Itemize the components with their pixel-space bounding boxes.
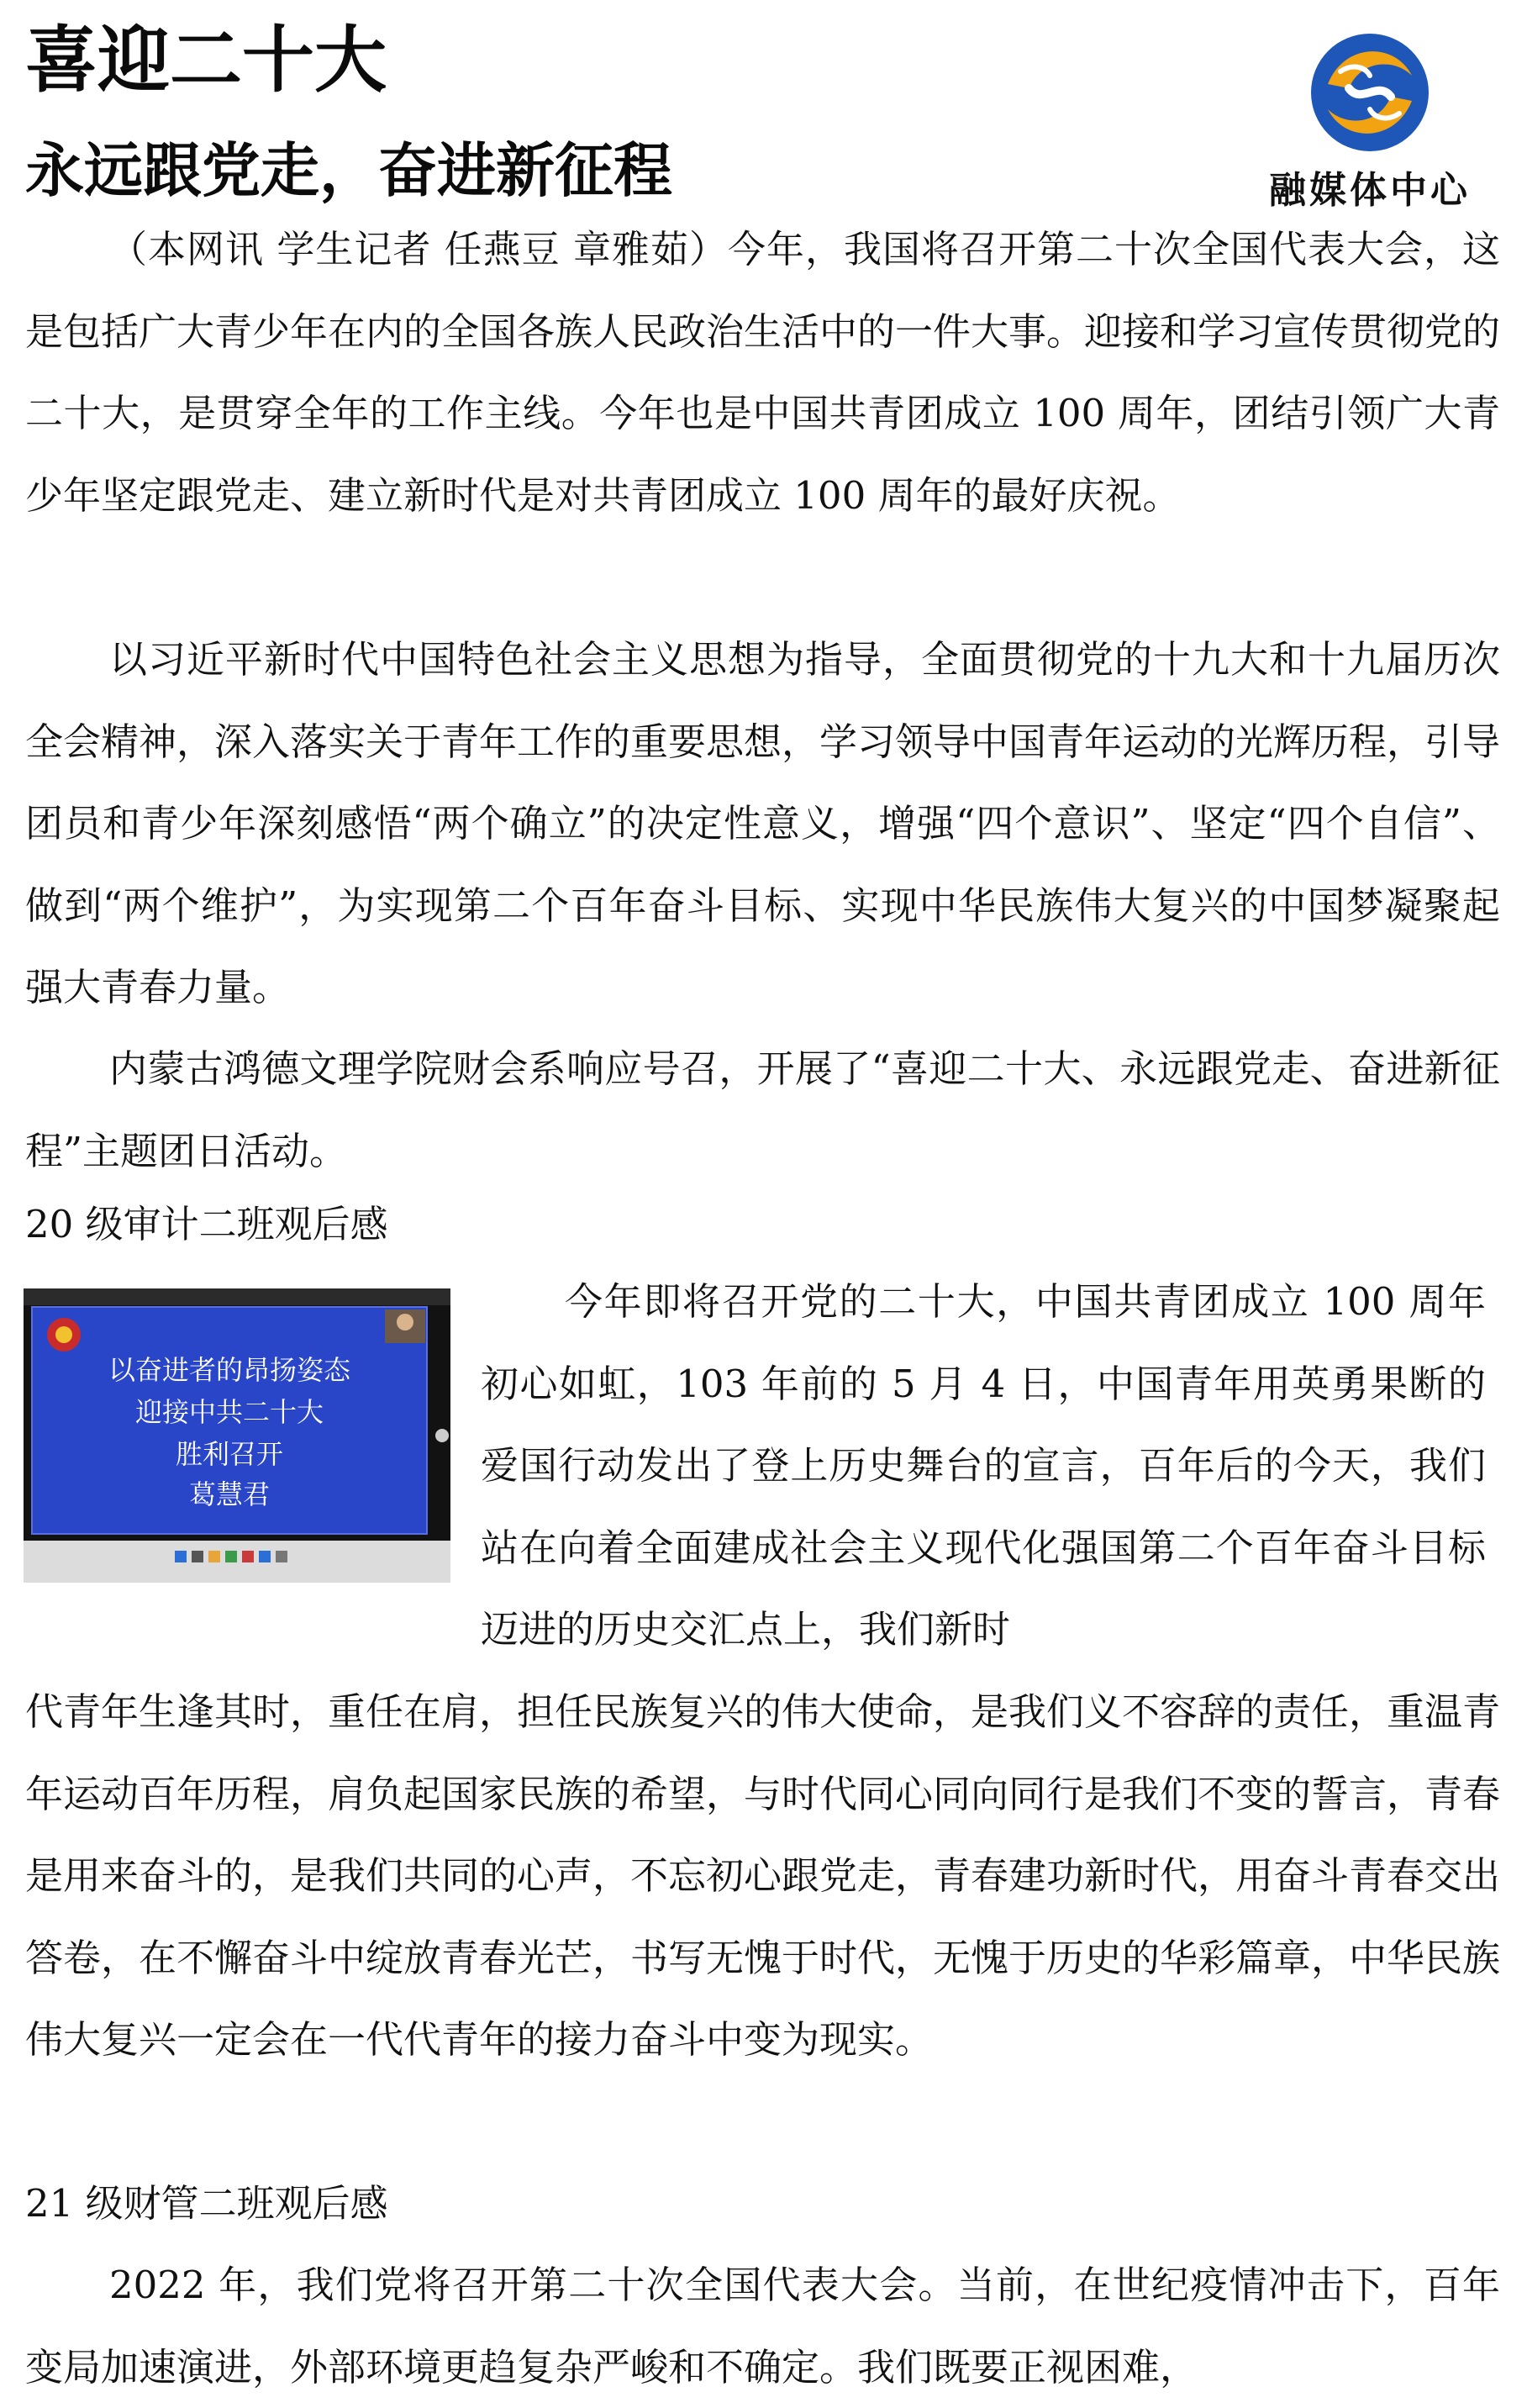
section-heading-finance-class: 21 级财管二班观后感 (25, 2181, 388, 2226)
taskbar-icon (24, 1541, 450, 1583)
slide-line-4: 葛慧君 (188, 1478, 271, 1510)
section-heading-audit-class: 20 级审计二班观后感 (25, 1202, 388, 1246)
paragraph-audit-impressions-rest: 代青年生逢其时，重任在肩，担任民族复兴的伟大使命，是我们义不容辞的责任，重温青年运动百年历程，肩负起国家民族的希望，与时代同心同向同行是我们不变的誓言，青春是用来奋斗的，是我们共同的心声，不忘初心跟党走，青春建功新时代，用奋斗青春交出答卷，在不懈奋斗中绽放青春光芒，书写无愧于时代，无愧于历史的华彩篇章，中华民族伟大复兴一定会在一代代青年的接力奋斗中变为现实。 (25, 1689, 1501, 2062)
paragraph-intro: （本网讯 学生记者 任燕豆 章雅茹）今年，我国将召开第二十次全国代表大会，这是包括广大青少年在内的全国各族人民政治生活中的一件大事。迎接和学习宣传贯彻党的二十大，是贯穿全年的工作主线。今年也是中国共青团成立 100 周年，团结引领广大青少年坚定跟党走、建立新时代是对共青团成立 100 周年的最好庆祝。 (25, 227, 1501, 518)
webcam-thumbnail-icon (385, 1309, 425, 1343)
emblem-icon (47, 1318, 81, 1352)
page-subtitle: 永远跟党走，奋进新征程 (25, 136, 672, 205)
page-title: 喜迎二十大 (25, 18, 387, 103)
paragraph-guidance: 以习近平新时代中国特色社会主义思想为指导，全面贯彻党的十九大和十九届历次全会精神，深入落实关于青年工作的重要思想，学习领导中国青年运动的光辉历程，引导团员和青少年深刻感悟“两个确立”的决定性意义，增强“四个意识”、坚定“四个自信”、做到“两个维护”，为实现第二个百年奋斗目标、实现中华民族伟大复兴的中国梦凝聚起强大青春力量。 (25, 637, 1501, 1009)
slide-line-3: 胜利召开 (175, 1438, 284, 1470)
paragraph-audit-impressions-top: 今年即将召开党的二十大，中国共青团成立 100 周年初心如虹，103 年前的 5 月 4 日，中国青年用英勇果断的爱国行动发出了登上历史舞台的宣言，百年后的今天，我们站在向着全面建成社会主义现代化强国第二个百年奋斗目标迈进的历史交汇点上，我们新时 (481, 1279, 1486, 1652)
paragraph-finance-impressions: 2022 年，我们党将召开第二十次全国代表大会。当前，在世纪疫情冲击下，百年变局加速演进，外部环境更趋复杂严峻和不确定。我们既要正视困难， (25, 2263, 1500, 2390)
video-screenshot (24, 1288, 450, 1583)
slide-line-2: 迎接中共二十大 (134, 1396, 324, 1428)
logo-caption: 融媒体中心 (1269, 169, 1471, 212)
screen-photo (24, 1288, 450, 1583)
swirl-logo-icon (1303, 25, 1437, 160)
slide-line-1: 以奋进者的昂扬姿态 (108, 1354, 351, 1386)
media-center-logo (1235, 25, 1504, 212)
paragraph-activity: 内蒙古鸿德文理学院财会系响应号召，开展了“喜迎二十大、永远跟党走、奋进新征程”主题团日活动。 (25, 1046, 1500, 1173)
